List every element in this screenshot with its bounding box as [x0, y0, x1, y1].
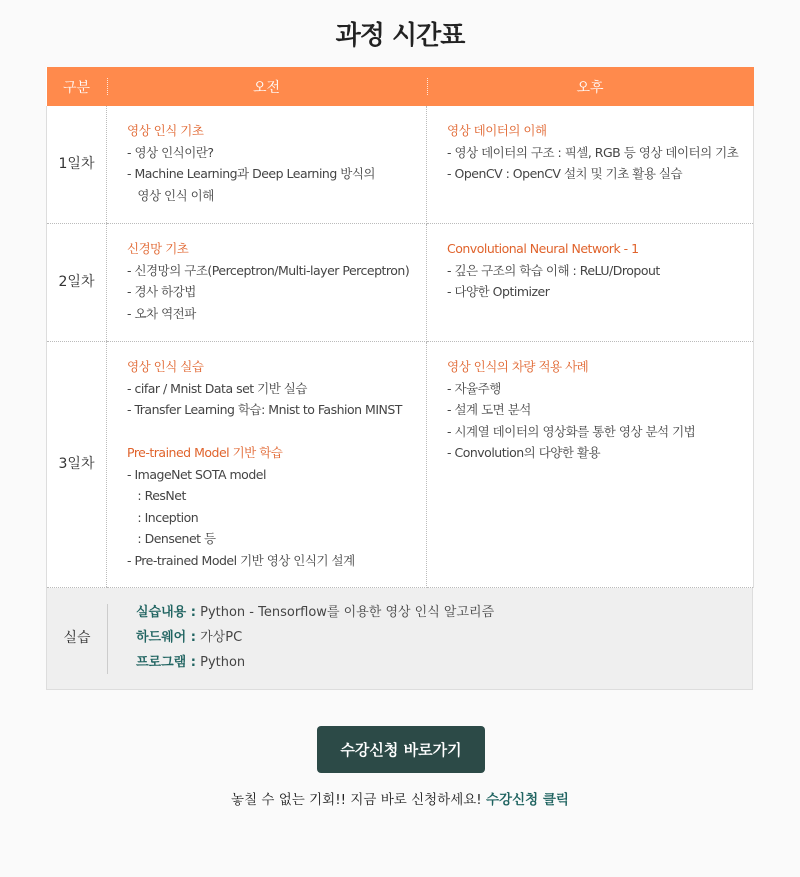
list-item: - 자율주행	[447, 380, 501, 396]
list-item: - 깊은 구조의 학습 이해 : ReLU/Dropout	[447, 262, 660, 278]
section-title: 영상 인식의 차량 적용 사례	[447, 359, 589, 374]
morning-cell	[107, 224, 427, 342]
list-item: 영상 인식 이해	[127, 187, 214, 203]
section-title: 영상 데이터의 이해	[447, 123, 547, 138]
afternoon-cell	[427, 224, 754, 342]
list-item: - 신경망의 구조(Perceptron/Multi-layer Perceptron)	[127, 262, 410, 278]
day-label: 1일차	[47, 106, 107, 224]
practice-label: 실습	[63, 630, 91, 646]
day-label: 3일차	[47, 342, 107, 588]
list-item: - ImageNet SOTA model	[127, 466, 266, 482]
list-item: - Convolution의 다양한 활용	[447, 445, 601, 460]
list-item: - Machine Learning과 Deep Learning 방식의	[127, 166, 375, 181]
practice-details	[136, 600, 494, 675]
list-item: - cifar / Mnist Data set 기반 실습	[127, 380, 307, 396]
table-header-row	[47, 67, 754, 106]
section-title: Convolutional Neural Network - 1	[447, 241, 639, 256]
header-afternoon: 오후	[427, 67, 754, 106]
list-item: : Densenet 등	[127, 531, 216, 546]
afternoon-cell	[427, 106, 754, 224]
practice-row-program	[136, 650, 494, 675]
table-row	[47, 224, 754, 342]
practice-key: 하드웨어 :	[136, 630, 196, 645]
list-item: - 영상 인식이란?	[127, 144, 214, 160]
morning-cell	[107, 342, 427, 588]
afternoon-cell	[427, 342, 754, 588]
page-title: 과정 시간표	[335, 21, 465, 51]
practice-section	[46, 588, 753, 690]
section-spacer	[127, 421, 422, 443]
practice-value: 가상PC	[200, 630, 243, 645]
section-title: 영상 인식 실습	[127, 359, 204, 374]
enroll-note-text: 놓칠 수 없는 기회!! 지금 바로 신청하세요!	[231, 792, 482, 808]
enroll-note	[0, 788, 800, 808]
header-category: 구분	[47, 67, 107, 106]
schedule-table	[46, 67, 754, 588]
schedule-body	[47, 106, 754, 588]
practice-value: Python	[200, 655, 246, 670]
list-item: - Transfer Learning 학습: Mnist to Fashion MINST	[127, 402, 402, 417]
practice-row-content	[136, 600, 494, 625]
list-item: - Pre-trained Model 기반 영상 인식기 설계	[127, 552, 355, 568]
table-row	[47, 106, 754, 224]
list-item: - 다양한 Optimizer	[447, 284, 550, 299]
practice-value: Python - Tensorflow를 이용한 영상 인식 알고리즘	[200, 605, 495, 620]
list-item: : ResNet	[127, 488, 186, 503]
section-title: 영상 인식 기초	[127, 123, 204, 138]
list-item: - 오차 역전파	[127, 305, 196, 321]
section-title: Pre-trained Model 기반 학습	[127, 445, 283, 460]
divider	[107, 604, 108, 674]
header-morning: 오전	[107, 67, 427, 106]
list-item: : Inception	[127, 509, 199, 525]
morning-cell	[107, 106, 427, 224]
list-item: - OpenCV : OpenCV 설치 및 기초 활용 실습	[447, 166, 683, 181]
list-item: - 설계 도면 분석	[447, 402, 531, 417]
practice-key: 프로그램 :	[136, 655, 196, 670]
list-item: - 경사 하강법	[127, 284, 196, 299]
enroll-button[interactable]: 수강신청 바로가기	[317, 726, 485, 773]
day-label: 2일차	[47, 224, 107, 342]
enroll-link[interactable]: 수강신청 클릭	[485, 792, 569, 808]
list-item: - 시계열 데이터의 영상화를 통한 영상 분석 기법	[447, 423, 696, 439]
table-row	[47, 342, 754, 588]
list-item: - 영상 데이터의 구조 : 픽셀, RGB 등 영상 데이터의 기초	[447, 144, 739, 160]
practice-key: 실습내용 :	[136, 605, 196, 620]
section-title: 신경망 기초	[127, 241, 189, 256]
practice-row-hardware	[136, 625, 494, 650]
